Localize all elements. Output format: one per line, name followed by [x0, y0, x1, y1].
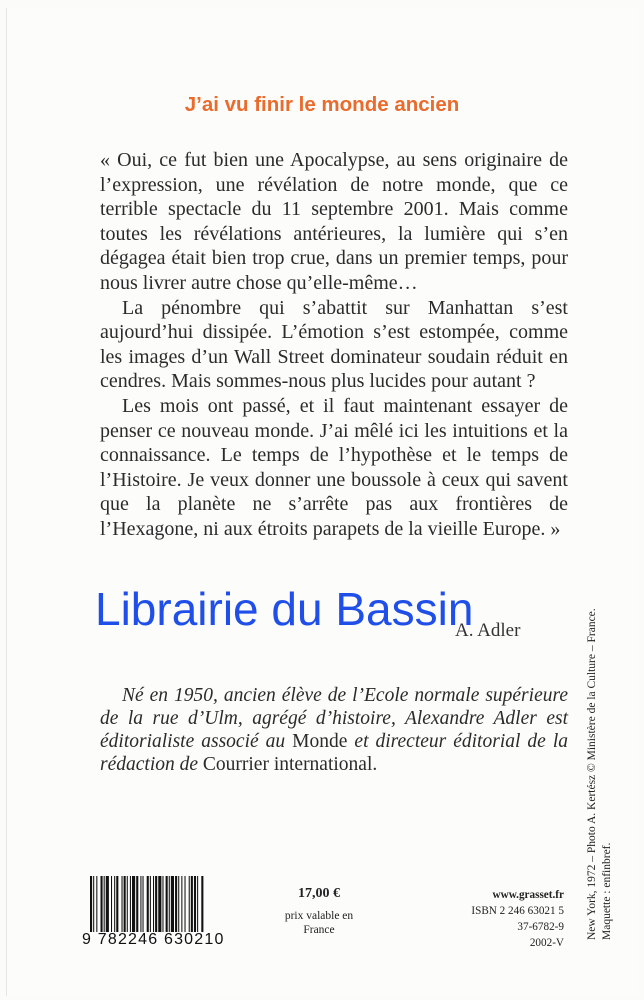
bio-magazine: Courrier [202, 754, 269, 775]
barcode-digits: 9 782246 630210 [82, 931, 225, 948]
bio-text-1: Né en 1950, ancien élève de l’Ecole normale supérieure de la rue d’Ulm, agrégé d’histoire, Alexandre Adler est éditorialiste associé au [100, 685, 568, 752]
author-bio [100, 684, 568, 776]
price-amount: 17,00 € [298, 886, 340, 901]
barcode-bars [90, 876, 254, 932]
price-note-line-2: France [303, 923, 335, 936]
book-title: J’ai vu finir le monde ancien [184, 93, 460, 116]
publisher-website: www.grasset.fr [492, 889, 564, 901]
quote-author: A. Adler [455, 620, 521, 641]
photo-credit [585, 560, 615, 940]
design-credit-line: Maquette : enfinbref. [601, 842, 613, 940]
barcode [82, 872, 262, 956]
price-note-line-1: prix valable en [284, 910, 354, 922]
bio-text-2: et directeur éditorial de la rédaction de [100, 731, 568, 775]
bio-text-3: international. [268, 754, 378, 775]
bookshop-watermark: Librairie du Bassin [95, 583, 474, 635]
publisher-info [470, 887, 564, 951]
isbn: ISBN 2 246 63021 5 [471, 905, 564, 917]
quote-paragraph-1: « Oui, ce fut bien une Apocalypse, au sens originaire de l’expression, une révélation de notre monde, que ce terrible spectacle du 11 septembre 2001. Mais comme toutes les révélations antérieures, la lumière qui s’en dégagea était bien trop crue, dans un premier temps, pour nous livrer autre chose qu’elle-même… [100, 149, 568, 294]
quote-paragraph-2: La pénombre qui s’abattit sur Manhattan s’est aujourd’hui dissipée. L’émotion s’est estompée, comme les images d’un Wall Street dominateur soudain réduit en cendres. Mais sommes-nous plus lucides pour autant ? [100, 296, 568, 393]
bio-newspaper: Monde [292, 731, 348, 752]
quote-paragraph-3: Les mois ont passé, et il faut maintenant essayer de penser ce nouveau monde. J’ai mêlé ici les intuitions et la connaissance. Le temps de l’hypothèse et le temps de l’Histoire. Je veux donner une boussole à ceux qui savent que la planète ne s’arrête pas aux frontières de l’Hexagone, ni aux étroits parapets de la vieille Europe. » [100, 394, 568, 540]
publisher-code: 37-6782-9 [517, 921, 564, 933]
edition-code: 2002-V [529, 937, 564, 949]
photo-credit-line: New York, 1972 – Photo A. Kertész © Ministère de la Culture – France. [586, 608, 598, 940]
price-block [280, 886, 358, 937]
back-cover-quote [100, 148, 568, 542]
price-note [280, 910, 358, 937]
